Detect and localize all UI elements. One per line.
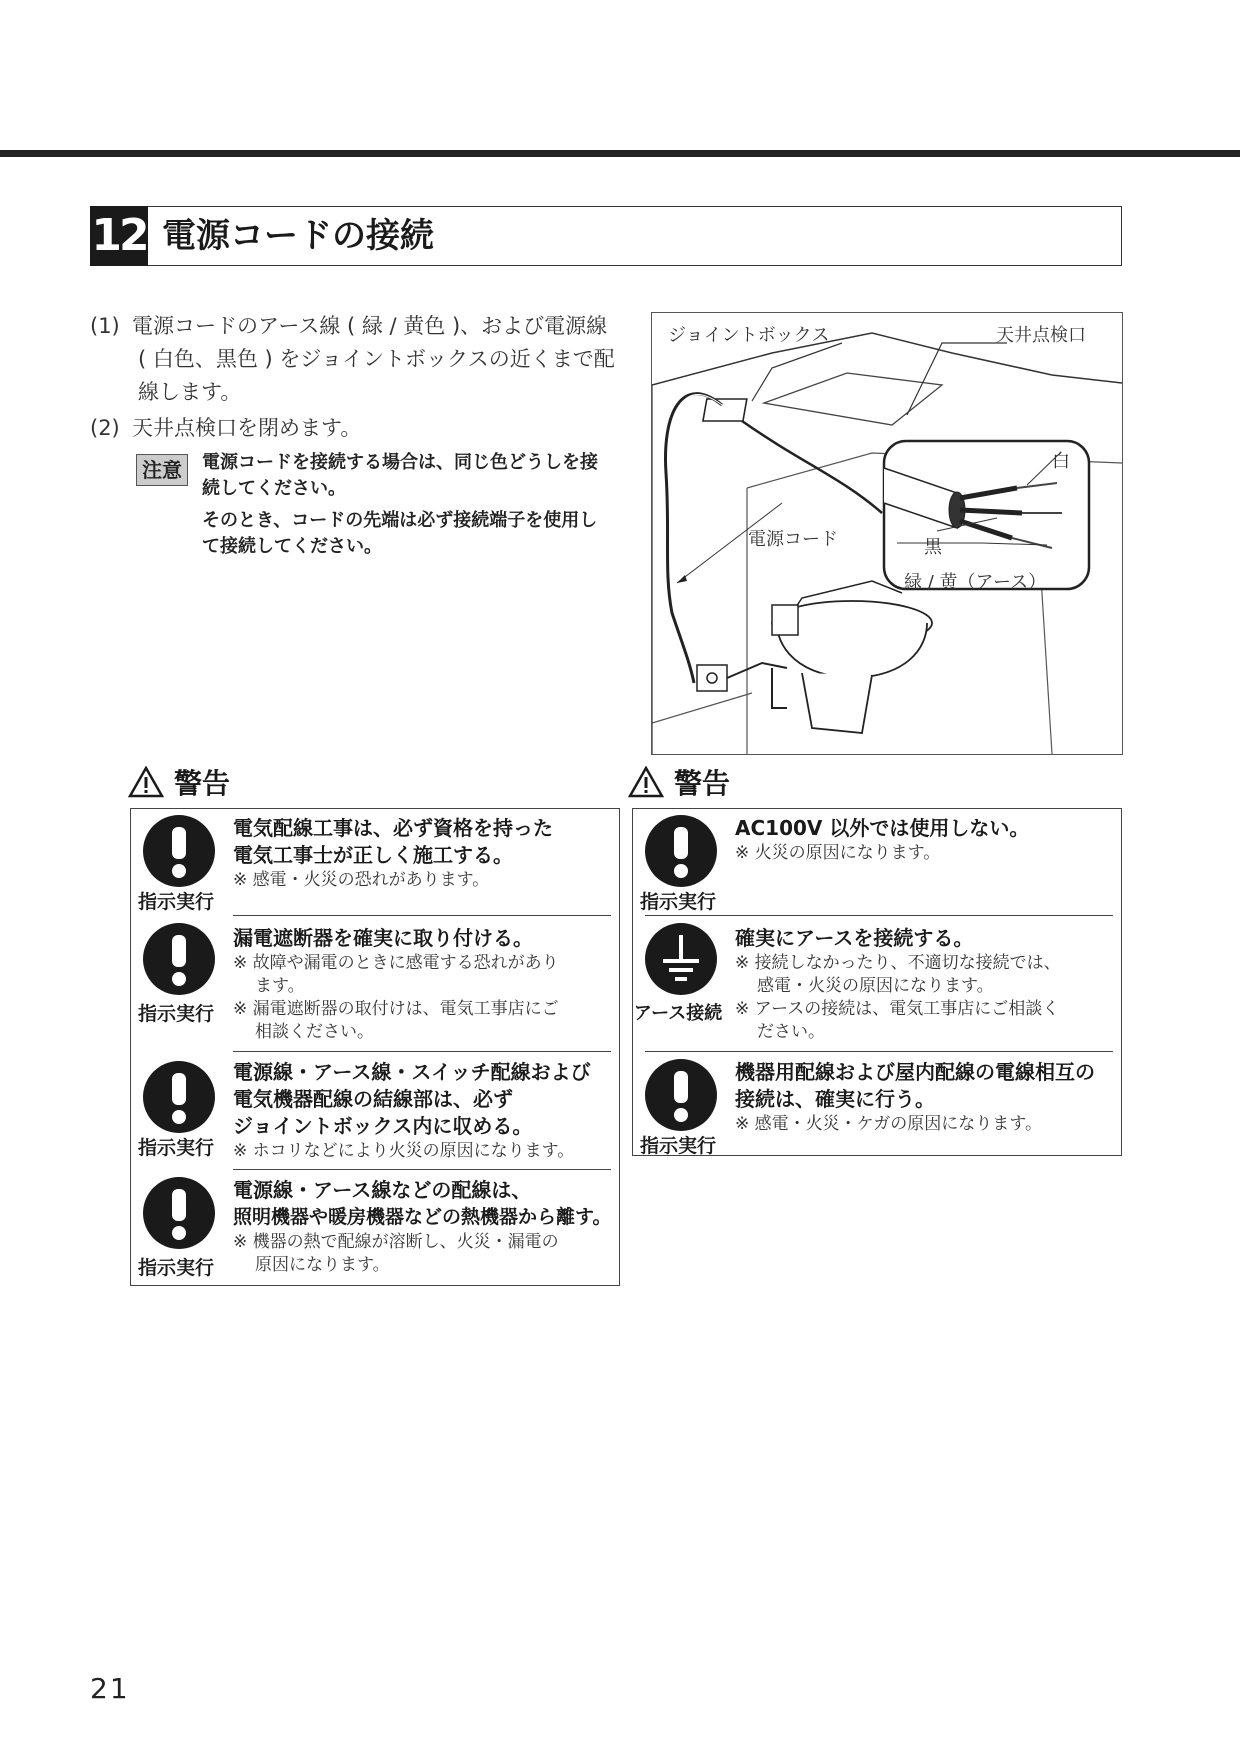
label-ceiling-hatch: 天井点検口 [996,325,1086,346]
notice-text [202,450,632,560]
warning-main-line: 漏電遮断器を確実に取り付ける。 [233,926,533,950]
step-number: (2) [90,416,120,440]
illustration-svg [652,313,1122,754]
warning-triangle-icon [128,766,164,798]
notice-tag: 注意 [136,454,188,486]
warning-note-line: 感電・火災の原因になります。 [757,976,994,996]
warning-item [633,917,1121,1049]
notice-line: 続してください。 [202,478,346,499]
step-line: 電源コードのアース線 ( 緑 / 黄色 )、および電源線 [132,314,608,338]
warning-note-line: ※ 感電・火災の恐れがあります。 [233,870,490,890]
mandatory-label: 指示実行 [639,1135,716,1157]
warning-note-line: ※ ホコリなどにより火災の原因になります。 [233,1141,575,1161]
step-2 [90,412,630,446]
notice-line: そのとき、コードの先端は必ず接続端子を使用し [202,510,598,531]
mandatory-icon [143,815,215,887]
warning-note-line: ※ 接続しなかったり、不適切な接続では、 [735,953,1061,973]
warning-box-left [130,808,620,1286]
label-black: 黒 [924,537,942,558]
warning-item [131,917,619,1051]
top-rule [0,150,1240,157]
warning-heading-text: 警告 [174,767,231,800]
warning-item [131,1053,619,1169]
step-line: ( 白色、黒色 ) をジョイントボックスの近くまで配 [138,347,615,371]
mandatory-label: 指示実行 [137,1137,214,1159]
warning-note-line: ださい。 [757,1022,825,1042]
warning-box-right [632,808,1122,1156]
warning-main-line: 電気機器配線の結線部は、必ず [233,1087,513,1111]
notice-line: て接続してください。 [202,536,382,557]
step-line: 線します。 [138,380,242,404]
step-number: (1) [90,314,120,338]
mandatory-icon [143,1061,215,1133]
warning-main-line: 接続は、確実に行う。 [735,1087,935,1111]
warning-note-line: ※ 故障や漏電のときに感電する恐れがあり [233,953,559,973]
warning-note-line: ※ 機器の熱で配線が溶断し、火災・漏電の [233,1232,559,1252]
mandatory-icon [143,1177,215,1249]
wiring-illustration [651,312,1123,755]
step-1 [90,310,630,410]
divider [233,1169,611,1170]
warning-note-line: ※ 漏電遮断器の取付けは、電気工事店にご [233,999,559,1019]
notice-line: 電源コードを接続する場合は、同じ色どうしを接 [202,452,598,473]
warning-main-line: 確実にアースを接続する。 [735,926,974,950]
label-earth: 緑 / 黄（アース） [904,572,1047,593]
earth-label: アース接続 [633,1003,723,1024]
label-power-cord: 電源コード [748,529,838,550]
warning-item [633,1053,1121,1155]
divider [645,915,1113,916]
warning-item [131,1171,619,1285]
divider [645,1051,1113,1052]
mandatory-label: 指示実行 [639,891,716,913]
warning-note-line: ※ 火災の原因になります。 [735,843,941,863]
warning-main-line: 電源線・アース線などの配線は、 [233,1178,532,1202]
step-line: 天井点検口を閉めます。 [132,416,362,440]
warning-heading-right [628,762,730,802]
warning-heading-left [128,762,230,802]
warning-item [131,809,619,917]
mandatory-label: 指示実行 [137,891,214,913]
warning-main-line: 電気配線工事は、必ず資格を持った [233,816,553,840]
warning-main-line: 照明機器や暖房機器などの熱機器から離す。 [233,1206,612,1228]
warning-item [633,809,1121,915]
mandatory-icon [645,815,717,887]
divider [233,1051,611,1052]
warning-note-line: ます。 [255,976,305,996]
warning-note-line: ※ 感電・火災・ケガの原因になります。 [735,1114,1042,1134]
warning-main-line: 電気工事士が正しく施工する。 [233,843,513,867]
mandatory-icon [143,923,215,995]
mandatory-label: 指示実行 [137,1003,214,1025]
warning-note-line: 原因になります。 [255,1255,390,1275]
label-white: 白 [1052,451,1070,472]
warning-main-line: AC100V 以外では使用しない。 [735,816,1030,840]
page-number: 21 [90,1672,130,1705]
divider [233,915,611,916]
mandatory-icon [645,1059,717,1131]
warning-main-line: 機器用配線および屋内配線の電線相互の [735,1060,1095,1084]
warning-note-line: ※ アースの接続は、電気工事店にご相談く [735,999,1060,1019]
warning-main-line: 電源線・アース線・スイッチ配線および [233,1060,591,1084]
warning-triangle-icon [628,766,664,798]
earth-icon [645,923,717,995]
label-joint-box: ジョイントボックス [668,325,830,346]
warning-heading-text: 警告 [674,767,731,800]
section-title: 電源コードの接続 [162,216,434,256]
mandatory-label: 指示実行 [137,1257,214,1279]
warning-main-line: ジョイントボックス内に収める。 [233,1114,533,1138]
warning-note-line: 相談ください。 [255,1022,374,1042]
section-number: 12 [90,206,148,266]
